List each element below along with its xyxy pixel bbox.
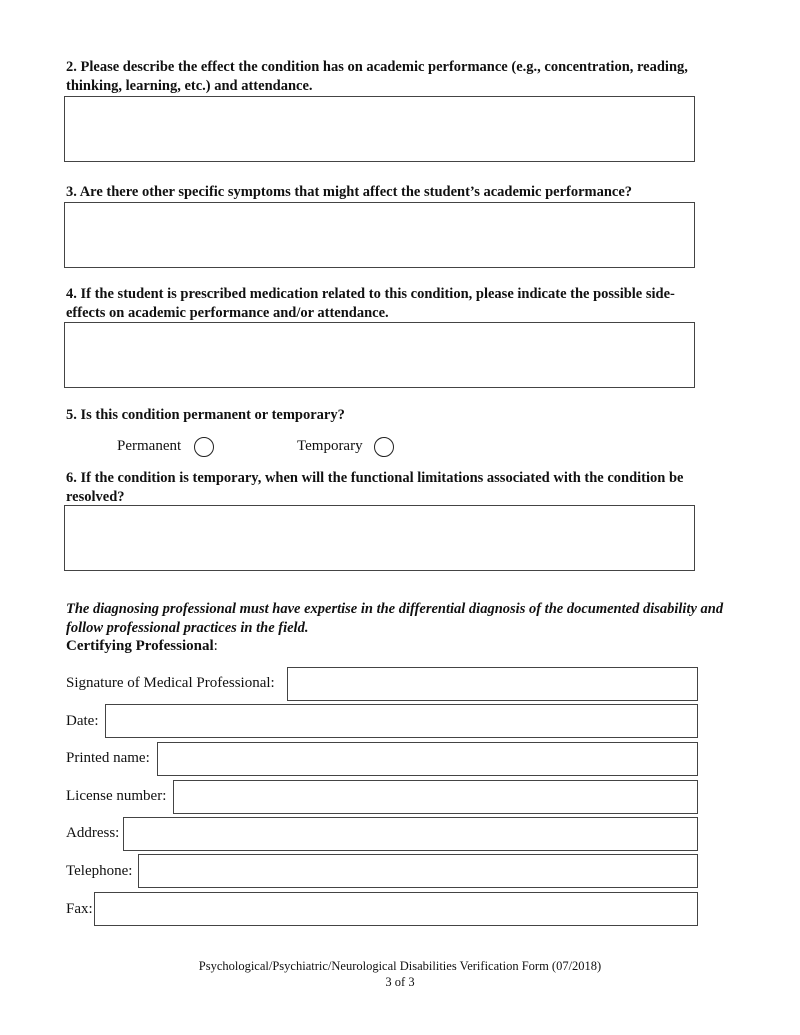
telephone-label: Telephone:: [66, 863, 133, 879]
question-4: 4. If the student is prescribed medication related to this condition, please indicate the possible side-effects on academic performance and/or attendance.: [66, 286, 675, 321]
certifying-professional-heading: [66, 638, 218, 655]
certifying-heading-colon: :: [213, 638, 218, 654]
certifying-heading-text: Certifying Professional: [66, 638, 214, 654]
fax-field[interactable]: [94, 892, 698, 926]
signature-label: Signature of Medical Professional:: [66, 675, 275, 691]
footer-page-number: 3 of 3: [385, 975, 415, 989]
date-field[interactable]: [105, 704, 698, 738]
question-3: 3. Are there other specific symptoms that might affect the student’s academic performance?: [66, 184, 633, 200]
question-3-answer-box[interactable]: [64, 202, 695, 268]
diagnosing-professional-note: The diagnosing professional must have expertise in the differential diagnosis of the documented disability and follow professional practices in the field.: [66, 601, 724, 636]
question-6: 6. If the condition is temporary, when will the functional limitations associated with the condition be resolved?: [66, 470, 684, 505]
signature-field[interactable]: [287, 667, 698, 701]
telephone-field[interactable]: [138, 854, 698, 888]
permanent-radio[interactable]: [194, 437, 214, 457]
question-4-answer-box[interactable]: [64, 322, 695, 388]
date-label: Date:: [66, 713, 99, 729]
temporary-label: Temporary: [297, 438, 363, 454]
printed-name-field[interactable]: [157, 742, 698, 776]
address-field[interactable]: [123, 817, 698, 851]
printed-name-label: Printed name:: [66, 750, 150, 766]
question-6-answer-box[interactable]: [64, 505, 695, 571]
address-label: Address:: [66, 825, 120, 841]
permanence-radio-group: [0, 436, 800, 458]
question-2-answer-box[interactable]: [64, 96, 695, 162]
temporary-radio[interactable]: [374, 437, 394, 457]
footer-form-title: Psychological/Psychiatric/Neurological Disabilities Verification Form (07/2018): [198, 959, 602, 973]
permanent-label: Permanent: [117, 438, 182, 454]
license-number-label: License number:: [66, 788, 167, 804]
fax-label: Fax:: [66, 901, 93, 917]
license-number-field[interactable]: [173, 780, 698, 814]
question-2: 2. Please describe the effect the condition has on academic performance (e.g., concentration, reading, thinking, learning, etc.) and attendance.: [66, 59, 688, 94]
question-5: 5. Is this condition permanent or temporary?: [66, 407, 345, 423]
